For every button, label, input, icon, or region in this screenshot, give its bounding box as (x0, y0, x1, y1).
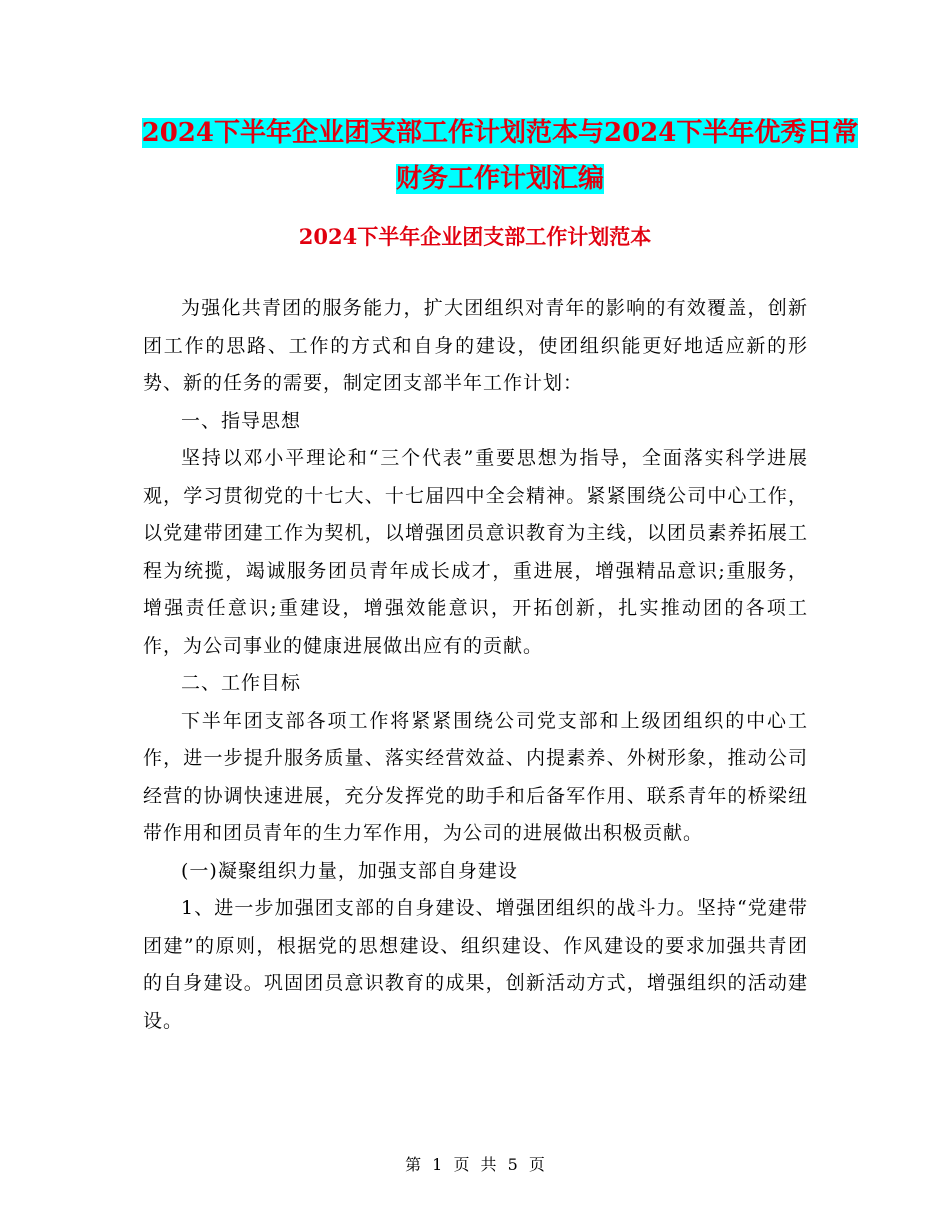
organization-paragraph: 1、进一步加强团支部的自身建设、增强团组织的战斗力。坚持“党建带团建”的原则，根据党的思想建设、组织建设、作风建设的要求加强共青团的自身建设。巩固团员意识教育的成果，创新活动方式，增强组织的活动建设。 (143, 897, 808, 1032)
document-title-text: 2024下半年企业团支部工作计划范本与2024下半年优秀日常财务工作计划汇编 (141, 118, 859, 194)
page-footer: 第 1 页 共 5 页 (405, 1155, 545, 1174)
document-title (140, 110, 860, 202)
subheading-organization: (一)凝聚组织力量，加强支部自身建设 (181, 859, 518, 882)
heading-work-goals: 二、工作目标 (181, 672, 302, 694)
guiding-ideology-paragraph: 坚持以邓小平理论和“三个代表”重要思想为指导，全面落实科学进展观，学习贯彻党的十七大、十七届四中全会精神。紧紧围绕公司中心工作，以党建带团建工作为契机，以增强团员意识教育为主线，以团员素养拓展工程为统揽，竭诚服务团员青年成长成才，重进展，增强精品意识;重服务，增强责任意识;重建设，增强效能意识，开拓创新，扎实推动团的各项工作，为公司事业的健康进展做出应有的贡献。 (143, 447, 808, 657)
heading-guiding-ideology: 一、指导思想 (181, 409, 302, 432)
document-body (143, 290, 808, 1040)
intro-paragraph: 为强化共青团的服务能力，扩大团组织对青年的影响的有效覆盖，创新团工作的思路、工作的方式和自身的建设，使团组织能更好地适应新的形势、新的任务的需要，制定团支部半年工作计划： (143, 297, 808, 394)
work-goals-paragraph: 下半年团支部各项工作将紧紧围绕公司党支部和上级团组织的中心工作，进一步提升服务质量、落实经营效益、内提素养、外树形象，推动公司经营的协调快速进展，充分发挥党的助手和后备军作用、联系青年的桥梁纽带作用和团员青年的生力军作用，为公司的进展做出积极贡献。 (143, 709, 808, 844)
section-title: 2024下半年企业团支部工作计划范本 (298, 224, 652, 249)
